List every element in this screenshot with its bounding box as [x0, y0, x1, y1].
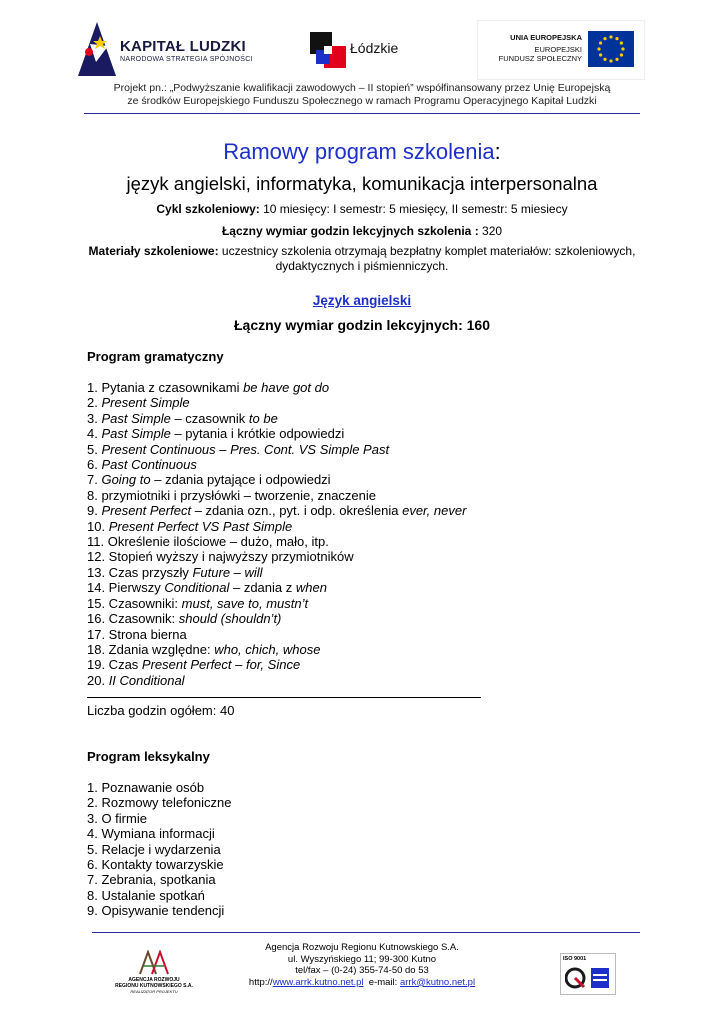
grammar-item: [87, 534, 466, 549]
lexical-item: 4. Wymiana informacji: [87, 826, 215, 842]
grammar-item-text: 8. przymiotniki i przysłówki – tworzenie, znaczenie: [87, 487, 376, 503]
lexical-item: 5. Relacje i wydarzenia: [87, 841, 221, 857]
footer-line-1: Agencja Rozwoju Regionu Kutnowskiego S.A.: [265, 942, 459, 953]
grammar-item-text: 16. Czasownik:: [87, 611, 179, 627]
grammar-item-text: 6.: [87, 457, 102, 473]
lodzkie-emblem: [310, 32, 346, 68]
kapital-ludzki-title: KAPITAŁ LUDZKI: [120, 38, 246, 55]
grammar-item-text: Past Simple: [101, 426, 171, 442]
grammar-item-text: 14. Pierwszy: [87, 580, 165, 596]
grammar-item-text: Present Continuous – Pres. Cont. VS Simple Past: [101, 441, 390, 457]
footer-line-3: tel/fax – (0-24) 355-74-50 do 53: [295, 965, 429, 977]
grammar-item-text: 7.: [87, 472, 102, 488]
grammar-item-text: Past Continuous: [101, 457, 197, 473]
eu-line-1: UNIA EUROPEJSKA: [510, 33, 582, 42]
project-note-line-2: ze środków Europejskiego Funduszu Społecznego w ramach Programu Operacyjnego Kapitał Ludzki: [127, 95, 597, 107]
grammar-item-text: 12. Stopień wyższy i najwyższy przymiotników: [87, 549, 354, 565]
cycle-value: 10 miesięcy: I semestr: 5 miesięcy, II semestr: 5 miesiecy: [259, 202, 568, 216]
cycle-label: Cykl szkoleniowy:: [156, 202, 260, 216]
grammar-item: [87, 549, 466, 564]
iso-logo: [560, 953, 616, 995]
grammar-item-text: 1. Pytania z czasownikami: [87, 380, 244, 395]
grammar-item: [87, 642, 466, 657]
grammar-item: [87, 657, 466, 672]
grammar-item-text: – zdania pytające i odpowiedzi: [150, 472, 331, 488]
grammar-item-text: Past Simple: [101, 410, 171, 426]
grammar-item: [87, 519, 466, 534]
grammar-item-text: – pytania i krótkie odpowiedzi: [170, 426, 345, 442]
grammar-item-text: 18. Zdania względne:: [87, 641, 215, 657]
grammar-item-text: Present Perfect VS Past Simple: [108, 518, 293, 534]
grammar-item: [87, 611, 466, 626]
arrk-line-1: AGENCJA ROZWOJU: [128, 977, 180, 983]
grammar-item: [87, 426, 466, 441]
project-note: [60, 82, 664, 108]
iso-certificate-icon: [565, 966, 611, 990]
eu-line-2: EUROPEJSKI: [534, 45, 582, 54]
grammar-item: [87, 380, 466, 395]
grammar-item-text: Going to: [101, 472, 151, 488]
arrk-line-2: REGIONU KUTNOWSKIEGO S.A.: [115, 983, 193, 989]
hours-label: Łączny wymiar godzin lekcyjnych szkolenia :: [221, 224, 479, 238]
grammar-item: [87, 457, 466, 472]
lexical-heading: Program leksykalny: [87, 749, 210, 764]
grammar-item-text: 19. Czas: [87, 657, 142, 673]
eu-flag-icon: [588, 31, 634, 67]
grammar-item-text: 15. Czasowniki:: [87, 595, 182, 611]
lexical-item: 6. Kontakty towarzyskie: [87, 857, 224, 873]
grammar-item-text: 13. Czas przyszły: [87, 564, 193, 580]
materials-label: Materiały szkoleniowe:: [88, 244, 219, 258]
iso-label: ISO 9001: [563, 956, 587, 962]
grammar-item-text: 11. Określenie ilościowe – dużo, mało, itp.: [87, 534, 329, 550]
email-link[interactable]: arrk@kutno.net.pl: [399, 976, 476, 988]
lexical-item: 3. O firmie: [87, 810, 147, 826]
arrk-logo: [112, 950, 196, 996]
grammar-heading: Program gramatyczny: [87, 349, 224, 364]
eu-logo: [477, 20, 645, 80]
grammar-item: [87, 673, 466, 688]
page-title: [0, 139, 724, 165]
grammar-item-text: when: [295, 580, 327, 596]
grammar-separator: [87, 697, 481, 698]
arrk-emblem: [136, 950, 172, 976]
grammar-item-text: who, chich, whose: [214, 641, 321, 657]
materials-value: uczestnicy szkolenia otrzymają bezpłatny komplet materiałów: szkoleniowych, dydaktycznych i piśmienniczych.: [218, 244, 636, 273]
page-title-colon: :: [494, 139, 501, 164]
grammar-item-text: 5.: [87, 441, 102, 457]
grammar-item: [87, 472, 466, 487]
grammar-item-text: Present Perfect: [101, 503, 192, 519]
grammar-list: [87, 380, 466, 688]
lodzkie-label: Łódzkie: [350, 40, 399, 56]
footer-address: [222, 942, 502, 988]
grammar-item-text: – czasownik: [170, 410, 249, 426]
grammar-item-text: Future – will: [192, 564, 263, 580]
lexical-item: 8. Ustalanie spotkań: [87, 887, 205, 903]
header-rule: [84, 113, 640, 114]
page-subtitle: język angielski, informatyka, komunikacja interpersonalna: [126, 173, 598, 194]
hours-line: [80, 224, 644, 239]
grammar-item-text: ever, never: [402, 503, 467, 519]
lodzkie-logo: [310, 30, 420, 70]
grammar-item: [87, 411, 466, 426]
grammar-item-text: should (shouldn’t): [178, 611, 282, 627]
footer-email-label: e-mail:: [363, 976, 400, 988]
kapital-ludzki-subtitle: NARODOWA STRATEGIA SPÓJNOŚCI: [120, 56, 253, 63]
footer-rule: [92, 932, 640, 933]
grammar-item-text: 20.: [87, 672, 109, 688]
grammar-item-text: 3.: [87, 410, 102, 426]
grammar-item-text: 17. Strona bierna: [87, 626, 187, 642]
arrk-line-3: REALIZATOR PROJEKTU: [130, 989, 178, 994]
footer-url-prefix: http://: [248, 976, 273, 988]
grammar-item-text: 4.: [87, 426, 102, 442]
grammar-item-text: Conditional: [164, 580, 230, 596]
lexical-list: [87, 780, 232, 919]
grammar-item-text: Present Simple: [101, 395, 190, 411]
grammar-item: [87, 580, 466, 595]
materials-line: [80, 244, 644, 274]
grammar-item-text: 10.: [87, 518, 109, 534]
cycle-line: [80, 202, 644, 217]
lexical-item: 7. Zebrania, spotkania: [87, 872, 216, 888]
kapital-ludzki-logo: [78, 20, 278, 78]
grammar-item: [87, 627, 466, 642]
grammar-item-text: – zdania ozn., pyt. i odp. określenia: [191, 503, 403, 519]
grammar-item: [87, 565, 466, 580]
footer-line-4: [222, 977, 502, 989]
grammar-item-text: to be: [248, 410, 278, 426]
grammar-item-text: 2.: [87, 395, 102, 411]
section-title[interactable]: Język angielski: [312, 293, 412, 308]
project-note-line-1: Projekt pn.: „Podwyższanie kwalifikacji zawodowych – II stopień” współfinansowany przez Unię Europejską: [113, 82, 611, 94]
lexical-item: 2. Rozmowy telefoniczne: [87, 795, 232, 811]
hours-value: 320: [478, 224, 503, 238]
footer-line-2: ul. Wyszyńskiego 11; 99-300 Kutno: [287, 953, 437, 965]
grammar-item: [87, 395, 466, 410]
grammar-item: [87, 596, 466, 611]
grammar-item-text: 9.: [87, 503, 102, 519]
lexical-item: 9. Opisywanie tendencji: [87, 903, 225, 919]
grammar-item: [87, 442, 466, 457]
grammar-item: [87, 503, 466, 518]
grammar-item: [87, 488, 466, 503]
section-total-hours: Łączny wymiar godzin lekcyjnych: 160: [234, 317, 490, 333]
lexical-item: 1. Poznawanie osób: [87, 780, 205, 795]
grammar-item-text: II Conditional: [108, 672, 185, 688]
kapital-ludzki-emblem: [78, 22, 116, 76]
grammar-item-text: be have got do: [243, 380, 330, 395]
eu-line-3: FUNDUSZ SPOŁECZNY: [498, 54, 582, 63]
grammar-item-text: Present Perfect – for, Since: [141, 657, 301, 673]
page-title-text: Ramowy program szkolenia: [223, 139, 495, 164]
grammar-total: Liczba godzin ogółem: 40: [87, 703, 235, 718]
grammar-item-text: – zdania z: [229, 580, 296, 596]
grammar-item-text: must, save to, mustn’t: [181, 595, 309, 611]
website-link[interactable]: www.arrk.kutno.net.pl: [272, 976, 364, 988]
